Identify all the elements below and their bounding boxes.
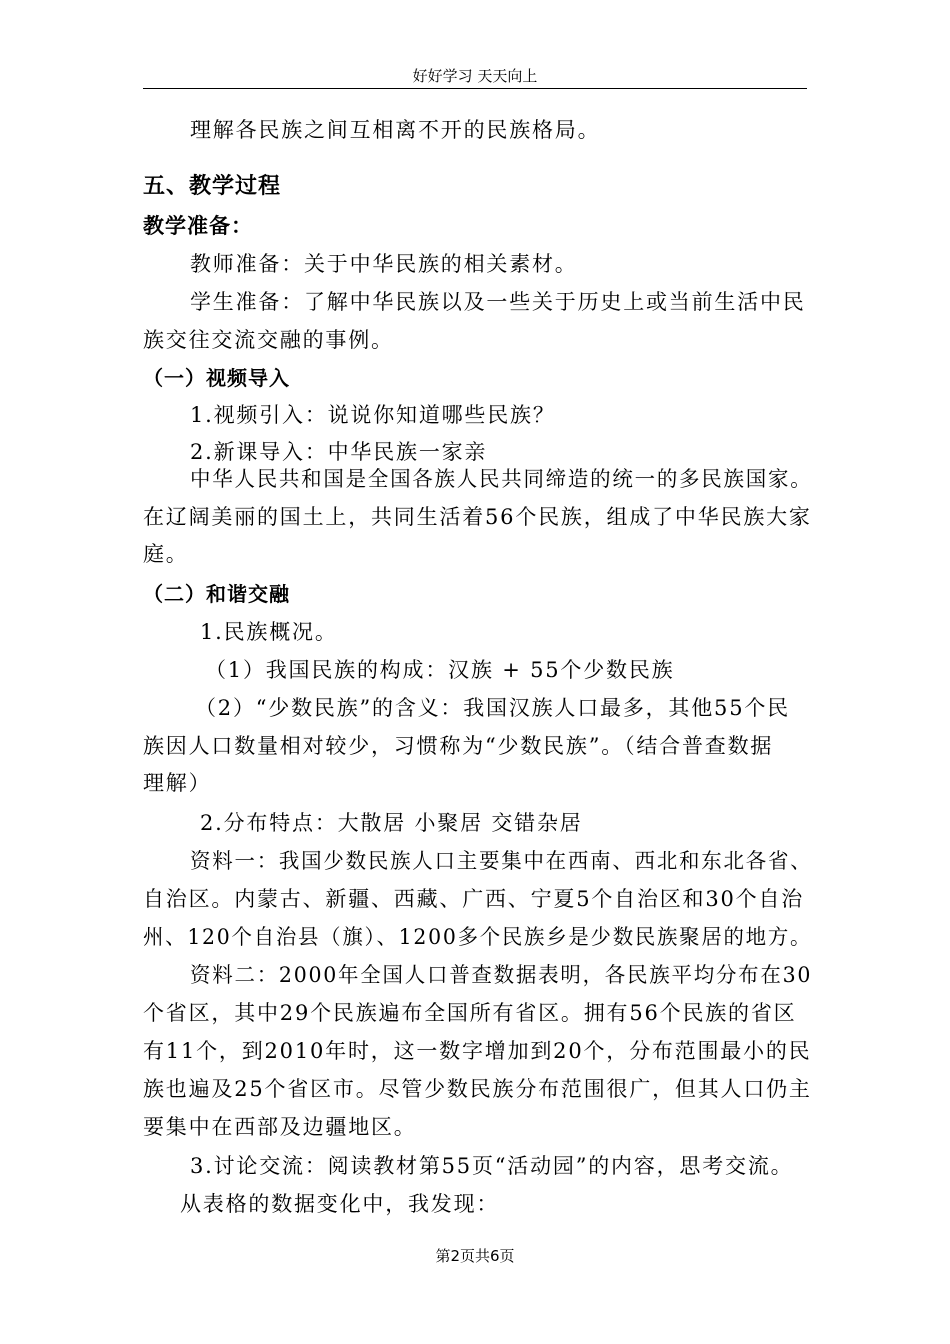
paragraph-line: 族也遍及25个省区市。尽管少数民族分布范围很广，但其人口仍主: [143, 1077, 812, 1101]
header-rule: [143, 88, 807, 89]
paragraph-line: 学生准备：了解中华民族以及一些关于历史上或当前生活中民: [190, 290, 806, 314]
section-heading: 五、教学过程: [143, 174, 282, 199]
paragraph-line: （2）“少数民族”的含义：我国汉族人口最多，其他55个民: [195, 696, 790, 720]
subsection-heading: 教学准备：: [143, 214, 253, 238]
paragraph-line: 在辽阔美丽的国土上，共同生活着56个民族，组成了中华民族大家: [143, 505, 812, 529]
paragraph-line: 从表格的数据变化中，我发现：: [180, 1192, 500, 1216]
paragraph-line: 个省区，其中29个民族遍布全国所有省区。拥有56个民族的省区: [143, 1001, 797, 1025]
paragraph-line: 2.分布特点：大散居 小聚居 交错杂居: [200, 811, 583, 835]
page-footer: 第2页共6页: [435, 1247, 515, 1265]
paragraph-line: 中华人民共和国是全国各族人民共同缔造的统一的多民族国家。: [190, 467, 813, 491]
paragraph-line: 有11个，到2010年时，这一数字增加到20个，分布范围最小的民: [143, 1039, 812, 1063]
paragraph-line: 州、120个自治县（旗）、1200多个民族乡是少数民族聚居的地方。: [143, 925, 813, 949]
paragraph-line: 3.讨论交流：阅读教材第55页“活动园”的内容，思考交流。: [190, 1154, 794, 1178]
paragraph-line: 1.民族概况。: [200, 620, 338, 644]
subsection-heading: （二）和谐交融: [143, 582, 290, 606]
page-header: 好好学习 天天向上: [412, 67, 538, 85]
paragraph-line: 资料一：我国少数民族人口主要集中在西南、西北和东北各省、: [190, 849, 813, 873]
subsection-heading: （一）视频导入: [143, 366, 290, 390]
paragraph-line: 族因人口数量相对较少，习惯称为“少数民族”。（结合普查数据: [143, 734, 774, 758]
paragraph-line: 1.视频引入：说说你知道哪些民族？: [190, 403, 556, 427]
paragraph-line: 资料二：2000年全国人口普查数据表明，各民族平均分布在30: [190, 963, 813, 987]
paragraph-line: （1）我国民族的构成：汉族 + 55个少数民族: [205, 658, 675, 682]
paragraph-line: 族交往交流交融的事例。: [143, 328, 394, 352]
paragraph-line: 2.新课导入：中华民族一家亲: [190, 440, 488, 464]
paragraph-line: 要集中在西部及边疆地区。: [143, 1115, 417, 1139]
paragraph-line: 理解各民族之间互相离不开的民族格局。: [190, 118, 601, 142]
paragraph-line: 教师准备：关于中华民族的相关素材。: [190, 252, 578, 276]
paragraph-line: 自治区。内蒙古、新疆、西藏、广西、宁夏5个自治区和30个自治: [143, 887, 805, 911]
paragraph-line: 理解）: [143, 771, 212, 795]
paragraph-line: 庭。: [143, 542, 189, 566]
